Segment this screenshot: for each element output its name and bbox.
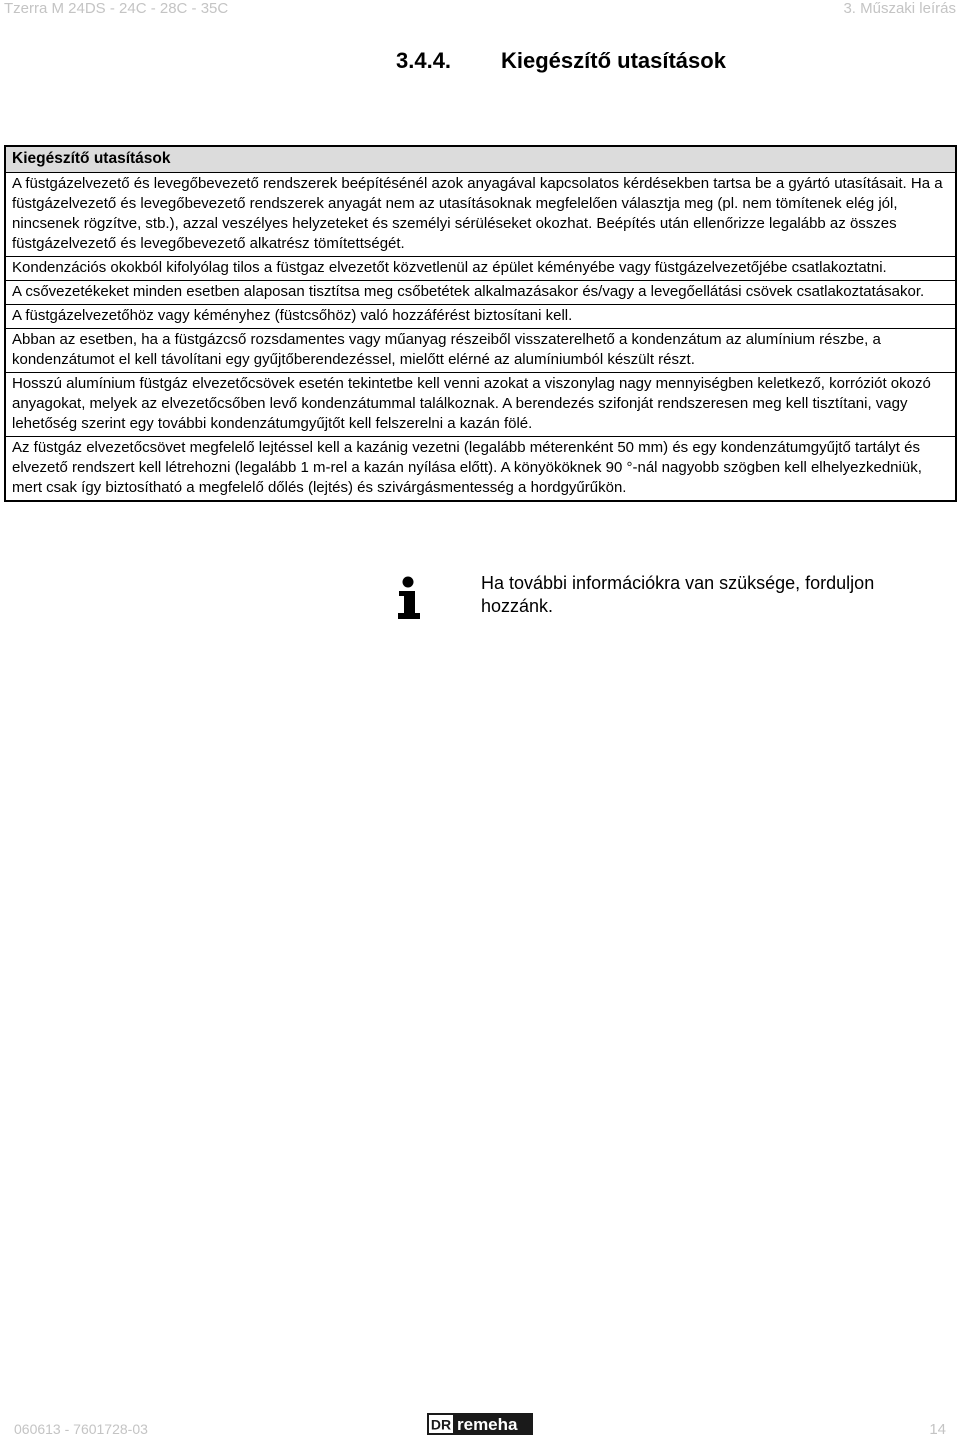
info-text: Ha további információkra van szüksége, forduljon hozzánk. <box>481 573 875 616</box>
table-row <box>5 173 956 257</box>
section-title: Kiegészítő utasítások <box>501 48 726 73</box>
svg-text:DR: DR <box>430 1416 452 1433</box>
table-cell: A csővezetékeket minden esetben alaposan tisztítsa meg csőbetétek alkalmazásakor és/vagy a levegőellátási csövek csatlakoztatásakor. <box>5 281 956 305</box>
svg-text:remeha: remeha <box>457 1415 518 1434</box>
info-icon <box>396 576 420 620</box>
table-cell: Az füstgáz elvezetőcsövet megfelelő lejtéssel kell a kazánig vezetni (legalább méterenként 50 mm) és egy kondenzátumgyűjtő tartályt és elvezető rendszert kell létrehozni (legalább 1 m-rel a kazán nyílása előtt). A könyököknek 90 °-nál nagyobb szögben kell elhelyezkedniük, mert csak így biztosítható a megfelelő dőlés (lejtés) és szivárgásmentesség a hordgyűrűkön. <box>5 437 956 502</box>
document-title: Tzerra M 24DS - 24C - 28C - 35C <box>4 0 229 17</box>
table-cell: A füstgázelvezető és levegőbevezető rendszerek beépítésénél azok anyagával kapcsolatos kérdésekben tartsa be a gyártó utasításait. Ha a füstgázelvezető és levegőbevezető rendszerek anyagát nem az utasításoknak megfelelően választja meg (pl. nem tömítenek elég jól, nincsenek rögzítve, stb.), azzal veszélyes helyzeteket és személyi sérüléseket okozhat. Beépítés után ellenőrizze legalább az összes füstgázelvezető és levegőbevezető alkatrész tömítettségét. <box>5 173 956 257</box>
chapter-title: 3. Műszaki leírás <box>843 0 956 17</box>
table-row <box>5 305 956 329</box>
table-row <box>5 329 956 373</box>
page-number: 14 <box>929 1421 946 1438</box>
remeha-logo <box>427 1413 533 1435</box>
section-heading <box>396 48 726 74</box>
table-heading: Kiegészítő utasítások <box>5 146 956 173</box>
section-number: 3.4.4. <box>396 48 452 73</box>
table-row <box>5 257 956 281</box>
table-cell: Abban az esetben, ha a füstgázcső rozsdamentes vagy műanyag részeiből visszaterelhető a kondenzátum az alumínium részbe, a kondenzátumot el kell távolítani egy gyűjtőberendezéssel, mielőtt elérné az alumíniumból készült részt. <box>5 329 956 373</box>
table-row <box>5 281 956 305</box>
table-row <box>5 373 956 437</box>
table-row <box>5 437 956 502</box>
table-cell: Kondenzációs okokból kifolyólag tilos a füstgaz elvezetőt közvetlenül az épület kéményébe vagy füstgázelvezetőjébe csatlakoztatni. <box>5 257 956 281</box>
table-cell: A füstgázelvezetőhöz vagy kéményhez (füstcsőhöz) való hozzáférést biztosítani kell. <box>5 305 956 329</box>
document-code: 060613 - 7601728-03 <box>14 1421 148 1437</box>
instructions-table <box>4 145 957 502</box>
table-cell: Hosszú alumínium füstgáz elvezetőcsövek esetén tekintetbe kell venni azokat a viszonylag nagy mennyiségben keletkező, korróziót okozó anyagokat, melyek az elvezetőcsőben levő kondenzátummal találkoznak. A berendezés szifonját rendszeresen meg kell tisztítani, vagy lehetőség szerint egy további kondenzátumgyűjtőt kell felszerelni a kazán fölé. <box>5 373 956 437</box>
